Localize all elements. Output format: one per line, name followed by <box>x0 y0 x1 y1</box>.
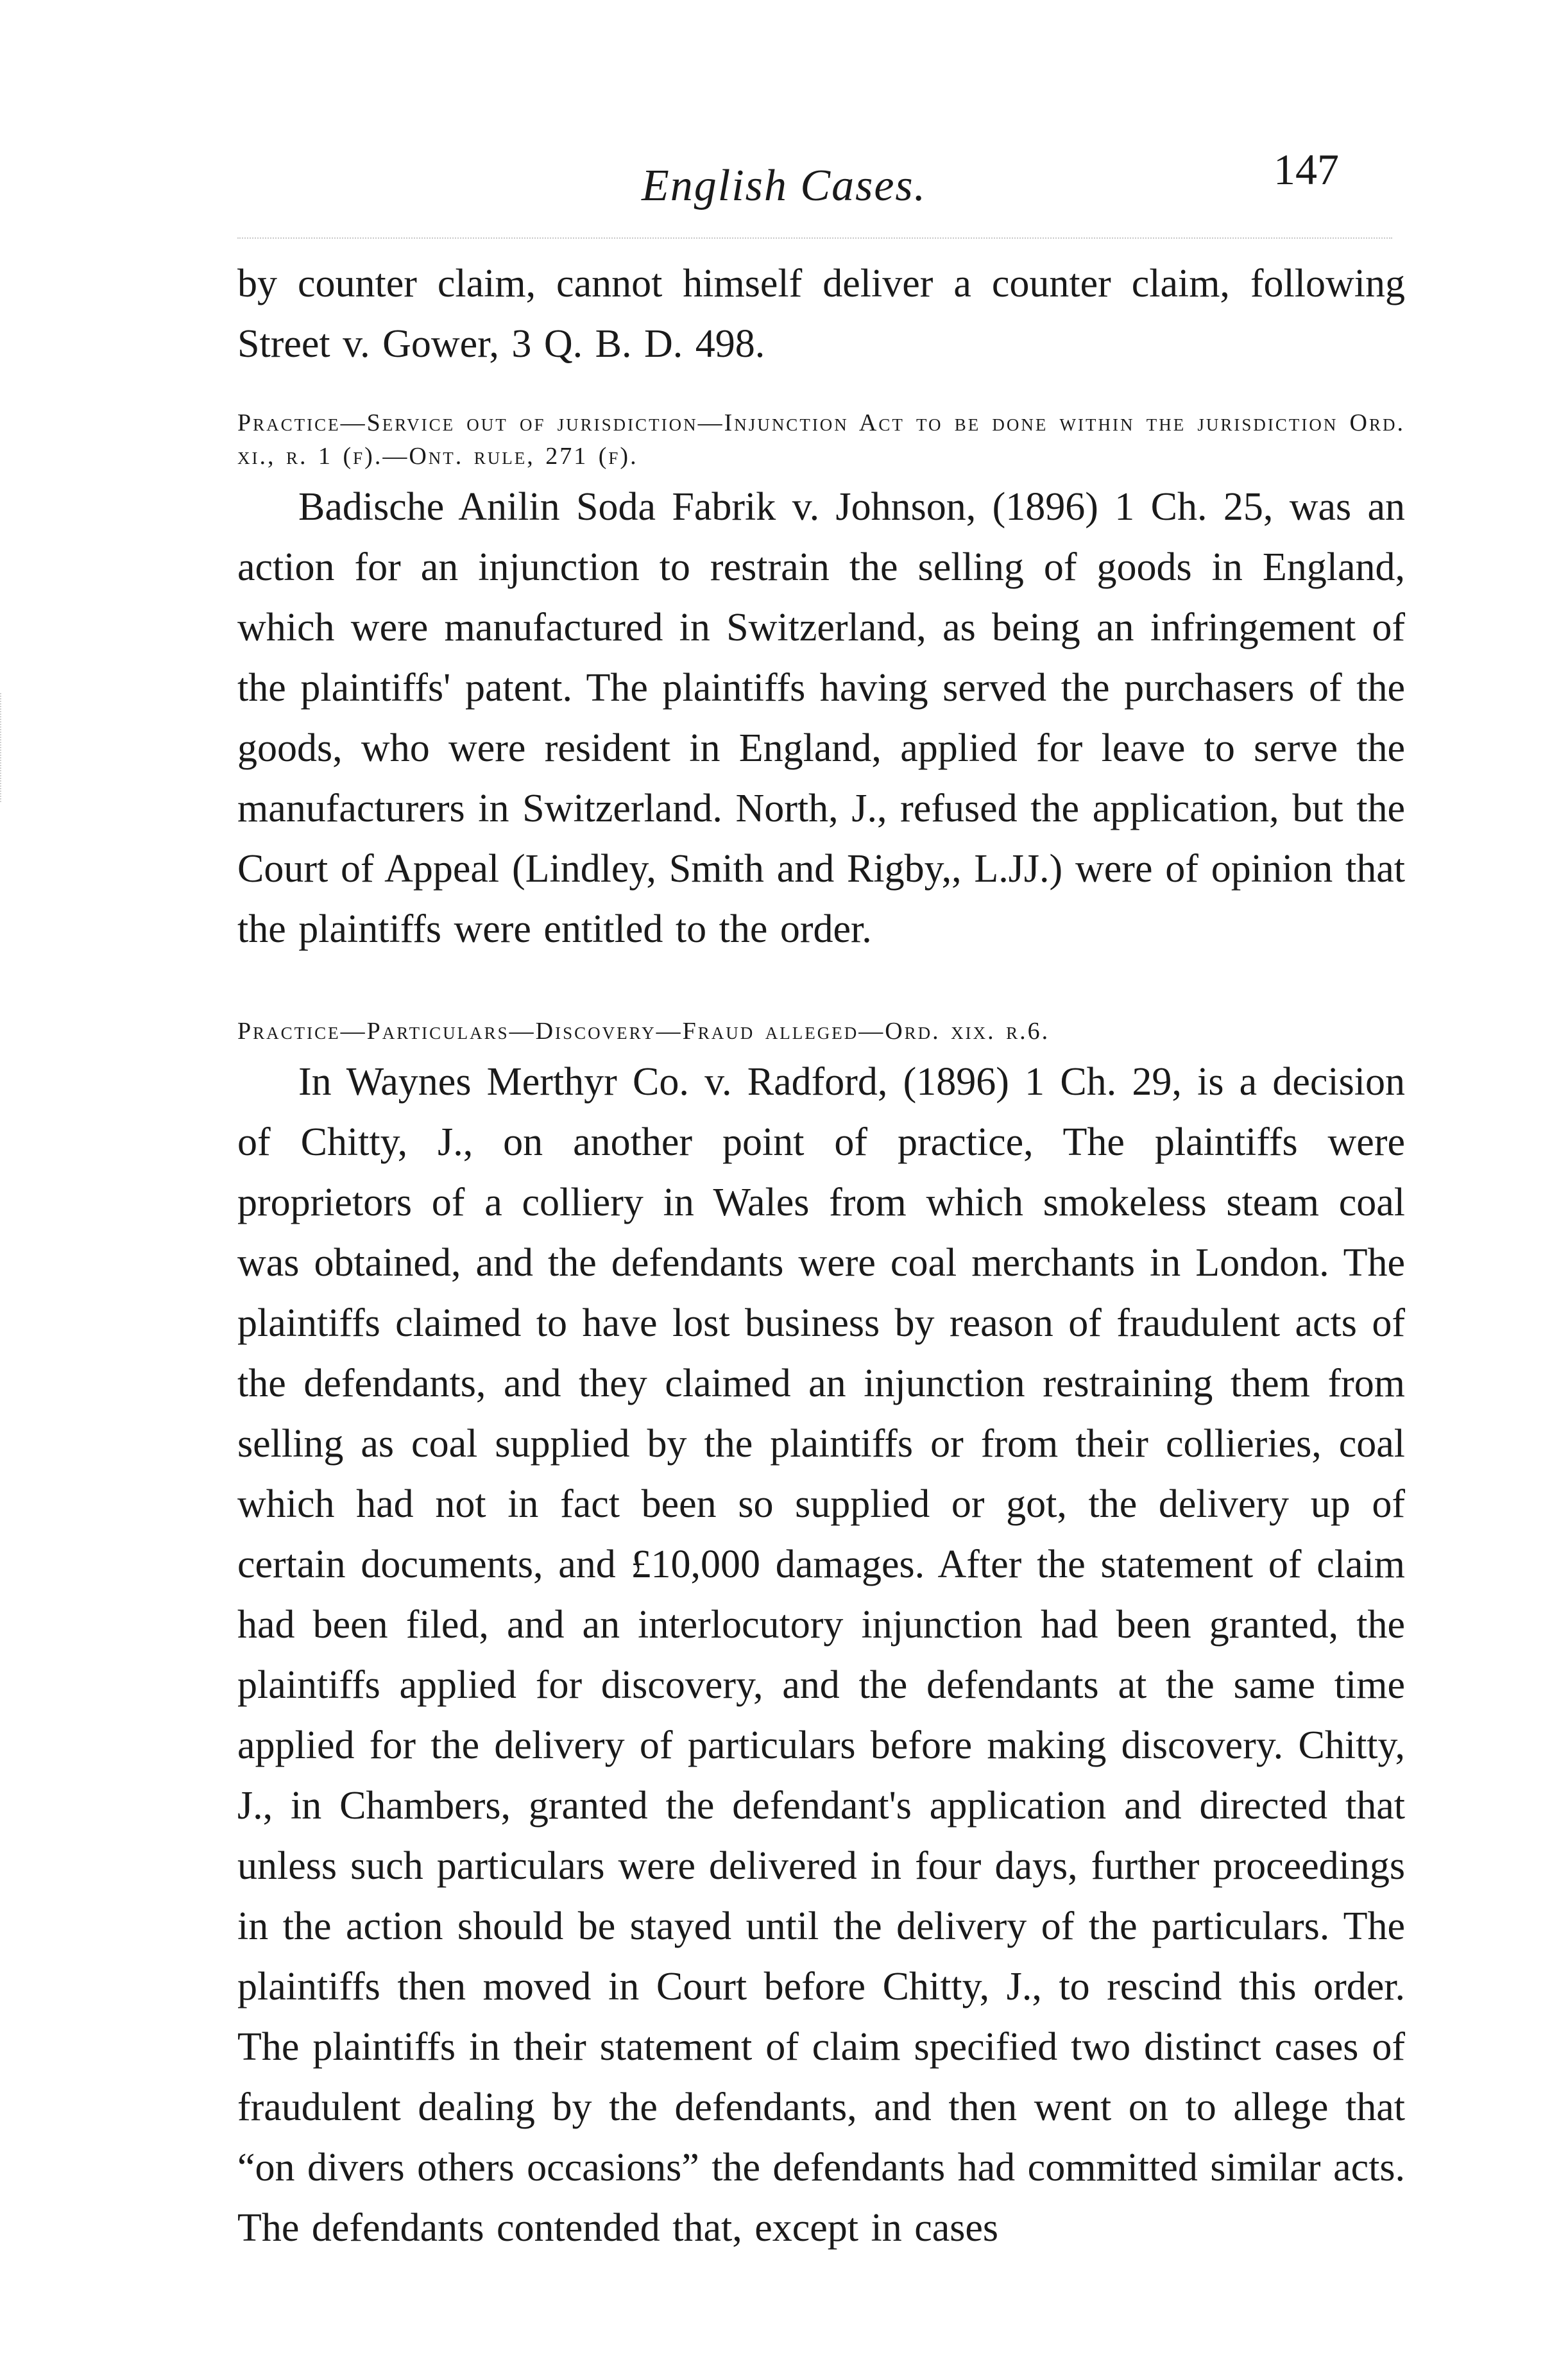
body-text <box>237 253 1405 2258</box>
page-number: 147 <box>1274 145 1339 194</box>
running-title: English Cases. <box>642 161 927 210</box>
headnote-service-out-of-jurisdiction: Practice—Service out of jurisdiction—Injunction Act to be done within the jurisdiction Ord. xi., r. 1 (f).—Ont. rule, 271 (f). <box>237 409 1405 470</box>
header-divider <box>237 237 1392 239</box>
scan-edge-mark <box>0 693 3 802</box>
continuation-paragraph: by counter claim, cannot himself deliver a counter claim, following Street v. Gower, 3 Q. B. D. 498. <box>237 262 1405 366</box>
headnote-particulars-discovery: Practice—Particulars—Discovery—Fraud alleged—Ord. xix. r.6. <box>237 1018 1050 1045</box>
case-waynes-merthyr: In Waynes Merthyr Co. v. Radford, (1896) 1 Ch. 29, is a decision of Chitty, J., on another point of practice, The plaintiffs were proprietors of a colliery in Wales from which smokeless steam coal was obtained, and the defendants were coal merchants in London. The plaintiffs claimed to have lost business by reason of fraudulent acts of the defendants, and they claimed an injunction restraining them from selling as coal supplied by the plaintiffs or from their collieries, coal which had not in fact been so supplied or got, the delivery up of certain documents, and £10,000 damages. After the statement of claim had been filed, and an interlocutory injunction had been granted, the plaintiffs applied for discovery, and the defendants at the same time applied for the delivery of particulars before making discovery. Chitty, J., in Chambers, granted the defendant's application and directed that unless such particulars were delivered in four days, further proceedings in the action should be stayed until the delivery of the particulars. The plaintiffs then moved in Court before Chitty, J., to rescind this order. The plaintiffs in their statement of claim specified two distinct cases of fraudulent dealing by the defendants, and then went on to allege that “on divers others occasions” the defendants had committed similar acts. The defendants contended that, except in cases <box>237 1060 1405 2250</box>
case-badische-anilin: Badische Anilin Soda Fabrik v. Johnson, (1896) 1 Ch. 25, was an action for an injunction to restrain the selling of goods in England, which were manufactured in Switzerland, as being an infringement of the plaintiffs' patent. The plaintiffs having served the purchasers of the goods, who were resident in England, applied for leave to serve the manufacturers in Switzerland. North, J., refused the application, but the Court of Appeal (Lindley, Smith and Rigby,, L.JJ.) were of opinion that the plaintiffs were entitled to the order. <box>237 485 1405 951</box>
